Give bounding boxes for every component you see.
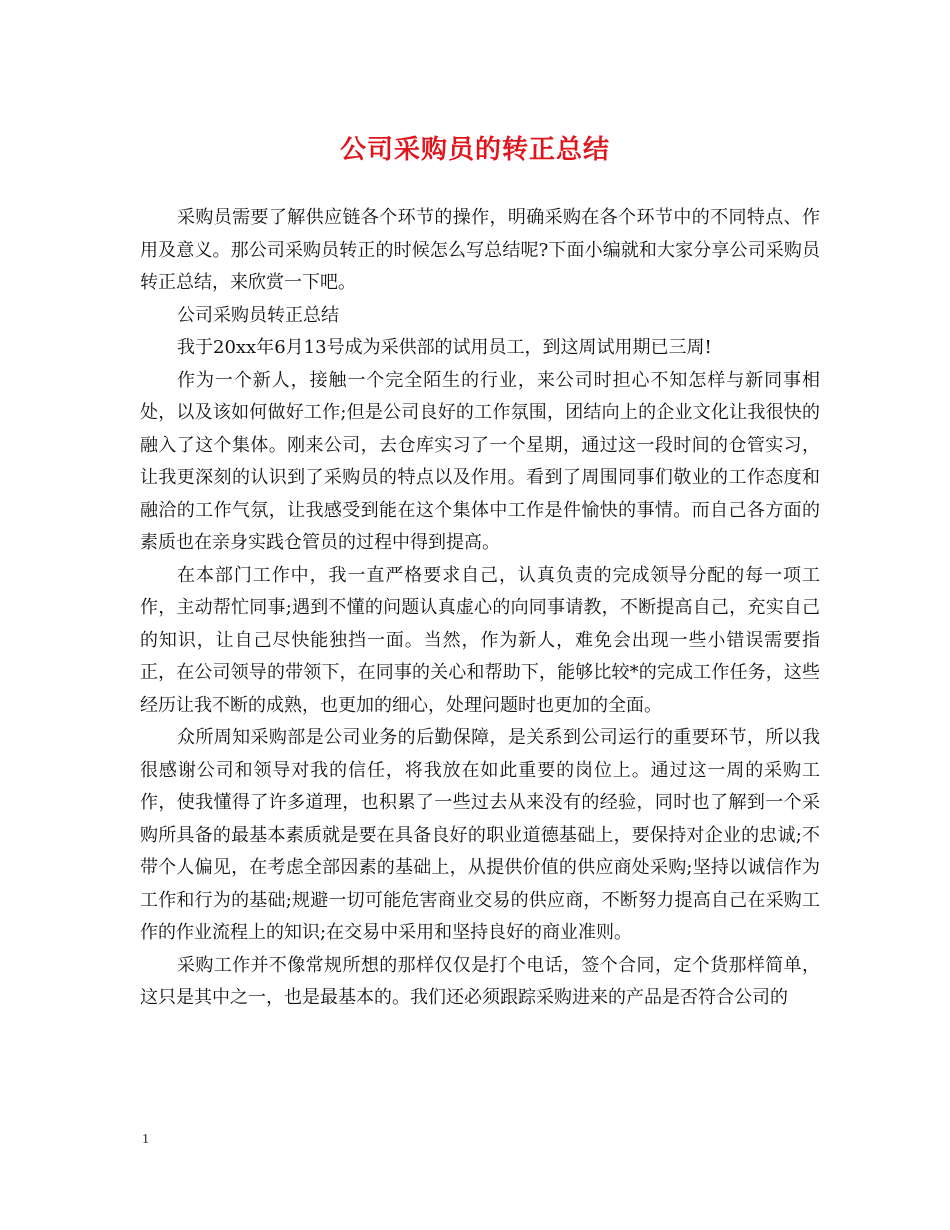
document-body bbox=[140, 202, 820, 1015]
paragraph-intro: 采购员需要了解供应链各个环节的操作，明确采购在各个环节中的不同特点、作用及意义。那公司采购员转正的时候怎么写总结呢?下面小编就和大家分享公司采购员转正总结，来欣赏一下吧。 bbox=[140, 207, 820, 293]
paragraph-newcomer: 作为一个新人，接触一个完全陌生的行业，来公司时担心不知怎样与新同事相处，以及该如何做好工作;但是公司良好的工作氛围，团结向上的企业文化让我很快的融入了这个集体。刚来公司，去仓库实习了一个星期，通过这一段时间的仓管实习，让我更深刻的认识到了采购员的特点以及作用。看到了周围同事们敬业的工作态度和融洽的工作气氛，让我感受到能在这个集体中工作是件愉快的事情。而自己各方面的素质也在亲身实践仓管员的过程中得到提高。 bbox=[140, 369, 820, 553]
document-title: 公司采购员的转正总结 bbox=[339, 135, 610, 165]
paragraph-department-work: 在本部门工作中，我一直严格要求自己，认真负责的完成领导分配的每一项工作，主动帮忙同事;遇到不懂的问题认真虚心的向同事请教，不断提高自己，充实自己的知识，让自己尽快能独挡一面。当然，作为新人，难免会出现一些小错误需要指正，在公司领导的带领下，在同事的关心和帮助下，能够比较*的完成工作任务，这些经历让我不断的成熟，也更加的细心，处理问题时也更加的全面。 bbox=[140, 564, 820, 716]
paragraph-purchasing-work: 采购工作并不像常规所想的那样仅仅是打个电话，签个合同，定个货那样简单，这只是其中之一，也是最基本的。我们还必须跟踪采购进来的产品是否符合公司的 bbox=[140, 954, 820, 1008]
paragraph-start-date: 我于20xx年6月13号成为采供部的试用员工，到这周试用期已三周! bbox=[177, 337, 712, 358]
paragraph-subtitle: 公司采购员转正总结 bbox=[177, 304, 339, 326]
paragraph-purchasing-role: 众所周知采购部是公司业务的后勤保障，是关系到公司运行的重要环节，所以我很感谢公司和领导对我的信任，将我放在如此重要的岗位上。通过这一周的采购工作，使我懂得了许多道理，也积累了一些过去从来没有的经验，同时也了解到一个采购所具备的最基本素质就是要在具备良好的职业道德基础上，要保持对企业的忠诚;不带个人偏见，在考虑全部因素的基础上，从提供价值的供应商处采购;坚持以诚信作为工作和行为的基础;规避一切可能危害商业交易的供应商，不断努力提高自己在采购工作的作业流程上的知识;在交易中采用和坚持良好的商业准则。 bbox=[140, 727, 820, 943]
page-number: 1 bbox=[142, 1132, 149, 1147]
